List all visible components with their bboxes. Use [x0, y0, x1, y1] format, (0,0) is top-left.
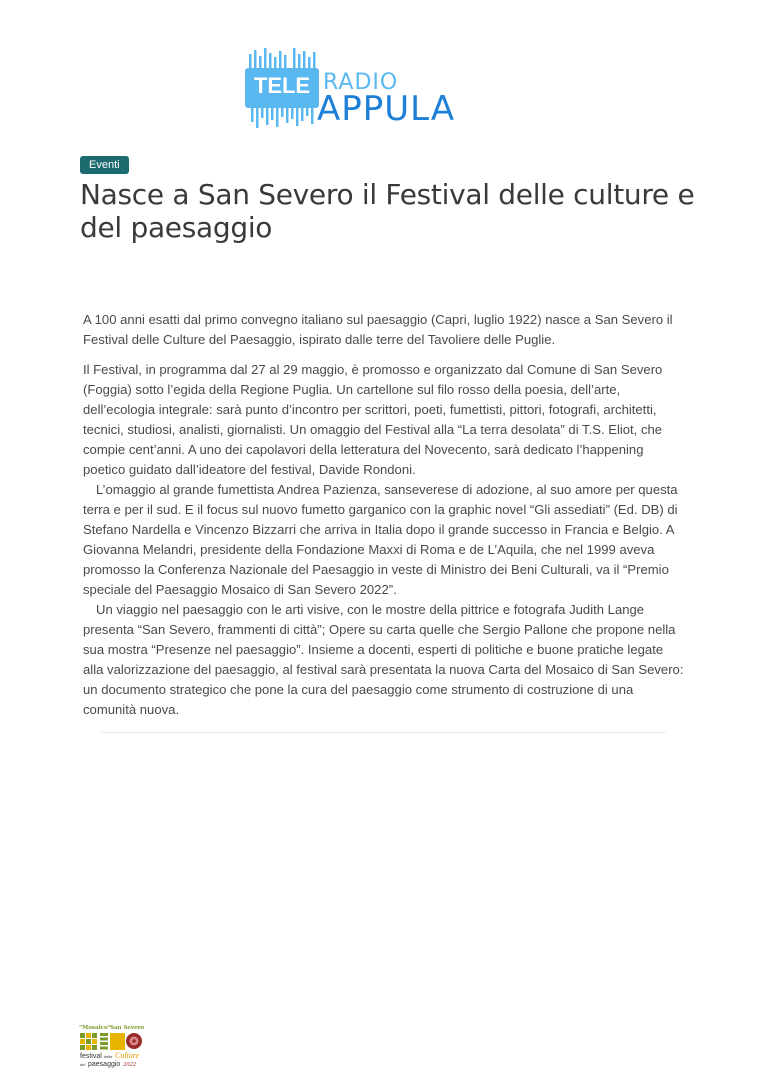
category-badge[interactable]: Eventi [80, 156, 129, 174]
article-paragraph: A 100 anni esatti dal primo convegno italiano sul paesaggio (Capri, luglio 1922) nasce a San Severo il Festival delle Culture del Paesaggio, ispirato dalle terre del Tavoliere delle Puglie. [83, 312, 673, 347]
rose-window-icon [126, 1033, 142, 1049]
festival-logo-year-text: 2022 [123, 1061, 136, 1068]
article-paragraph: Il Festival, in programma dal 27 al 29 maggio, è promosso e organizzato dal Comune di San Severo (Foggia) sotto l’egida della Regione Puglia. Un cartellone sul filo rosso della poesia, dell’arte, dell’ecologia integrale: sarà punto d’incontro per scrittori, poeti, fumettisti, pittori, fotografi, architetti, tecnici, studiosi, analisti, giornalisti. Un omaggio del Festival alla “La terra desolata” di T.S. Eliot, che compie cent’anni. A uno dei capolavori della letteratura del Novecento, sarà dedicato l’happening poetico guidato dall’ideatore del festival, Davide Rondoni. [83, 362, 663, 477]
festival-logo-mosaico-text: “Mosaico” [79, 1025, 111, 1031]
festival-logo-del-text: del [80, 1062, 86, 1067]
mosaic-tiles-icon [80, 1033, 125, 1050]
article-paragraph: Un viaggio nel paesaggio con le arti visive, con le mostre della pittrice e fotografa Judith Lange presenta “San Severo, frammenti di città”; Opere su carta quelle che Sergio Pallone che propone nella sua mostra “Presenze nel paesaggio”. Insieme a docenti, esperti di politiche e buone pratiche legate alla valorizzazione del paesaggio, al festival sarà presentata la nuova Carta del Mosaico di San Severo: un documento strategico che pone la cura del paesaggio come strumento di costruzione di una comunità nuova. [83, 602, 684, 717]
logo-appula-text: APPULA [317, 89, 456, 129]
article-paragraph: L’omaggio al grande fumettista Andrea Pazienza, sanseverese di adozione, al suo amore per questa terra e per il sud. E il focus sul nuovo fumetto garganico con la graphic novel “Gli assediati” (Ed. DB) di Stefano Nardella e Vincenzo Bizzarri che arriva in Italia dopo il grande successo in Francia e Belgio. A Giovanna Melandri, presidente della Fondazione Maxxi di Roma e de L’Aquila, che nel 1999 aveva promosso la Conferenza Nazionale del Paesaggio in veste di Ministro dei Beni Culturali, va il “Premio speciale del Paesaggio Mosaico di San Severo 2022”. [83, 482, 678, 597]
festival-logo-paesaggio-text: paesaggio [88, 1061, 121, 1068]
festival-logo-culture-text: Culture [115, 1051, 140, 1060]
divider [100, 732, 666, 733]
festival-logo-sansevero-text: San Severo [110, 1025, 145, 1031]
article-body [83, 310, 687, 720]
logo-radio-text: RADIO [323, 70, 399, 95]
festival-culture-paesaggio-logo [79, 1022, 147, 1068]
festival-logo-festival-text: festival [80, 1053, 102, 1060]
teleradio-appula-logo[interactable] [243, 46, 505, 132]
page-title: Nasce a San Severo il Festival delle culture e del paesaggio [80, 178, 695, 244]
logo-tele-text: TELE [253, 73, 311, 98]
festival-logo-delle-text: delle [104, 1054, 113, 1059]
